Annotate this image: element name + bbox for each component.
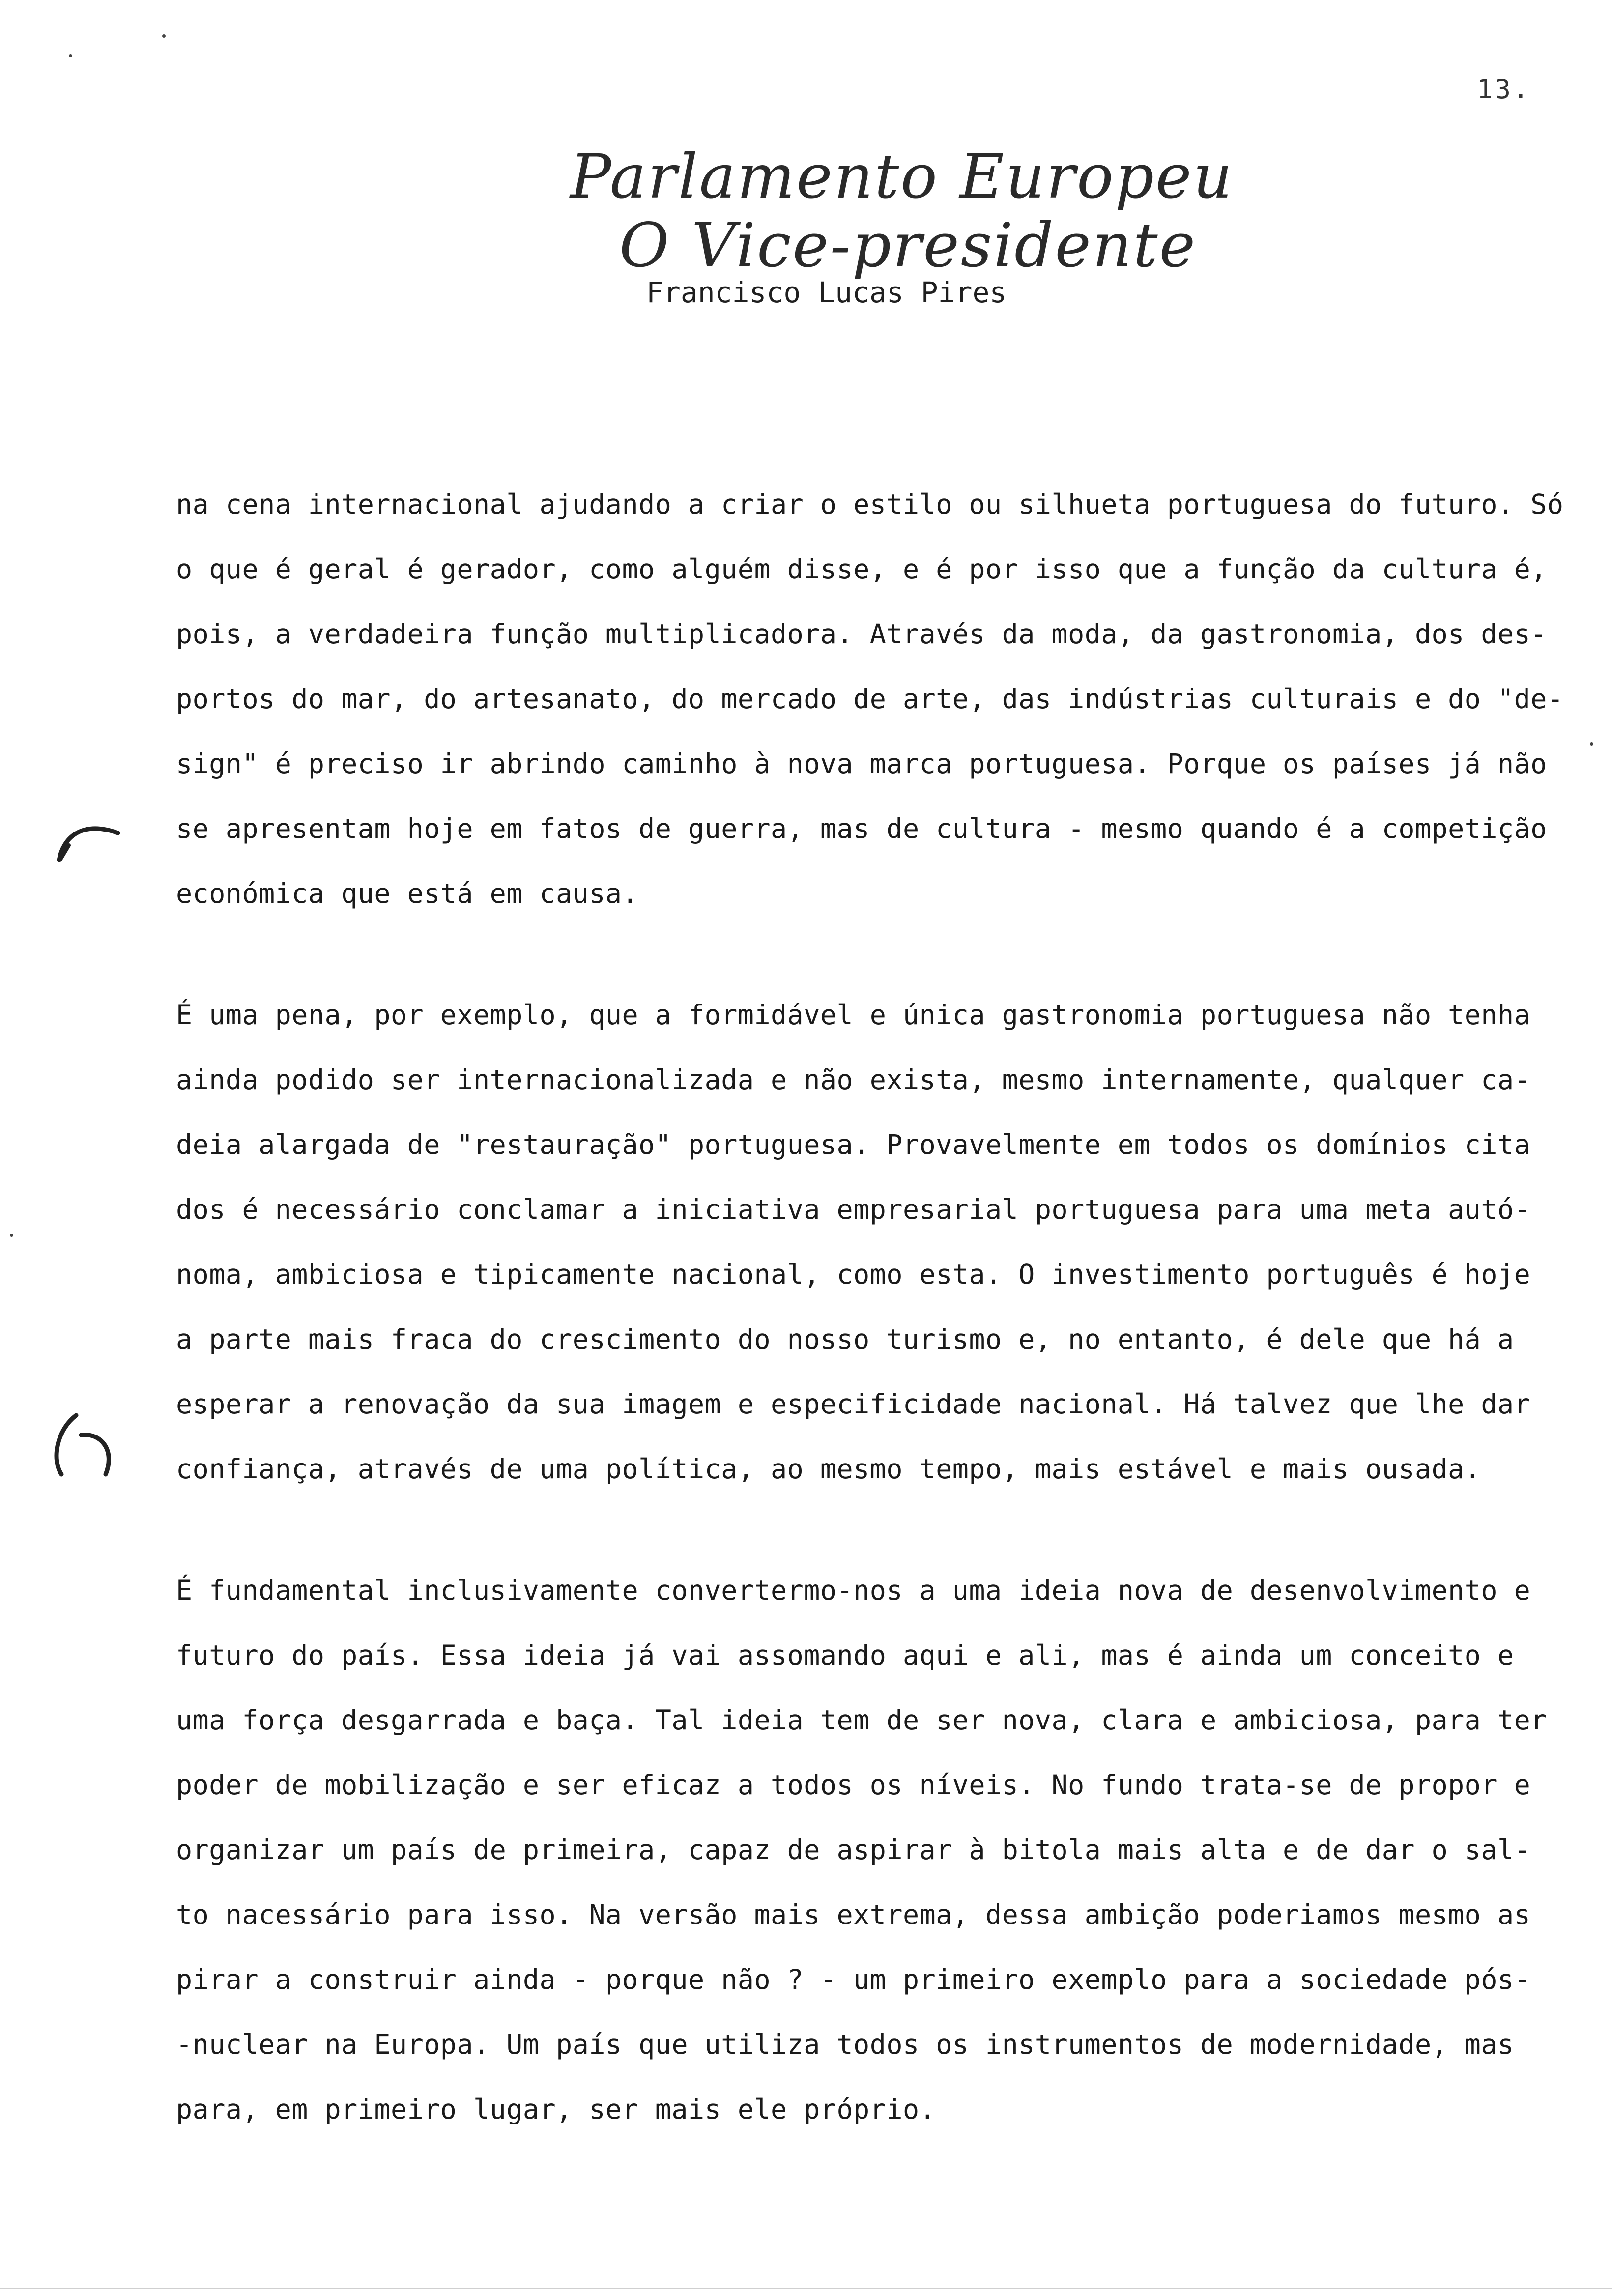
text-line: para, em primeiro lugar, ser mais ele próprio.	[176, 2094, 936, 2125]
letterhead-title: O Vice-presidente	[619, 210, 1197, 281]
paragraph-2	[176, 982, 1562, 1501]
text-line: pois, a verdadeira função multiplicadora. Através da moda, da gastronomia, dos des-	[176, 618, 1547, 650]
scan-edge-line	[0, 2288, 1612, 2289]
text-line: confiança, através de uma política, ao mesmo tempo, mais estável e mais ousada.	[176, 1453, 1481, 1485]
text-line: organizar um país de primeira, capaz de aspirar à bitola mais alta e de dar o sal-	[176, 1834, 1531, 1866]
scan-speck	[1590, 742, 1593, 746]
paragraph-1	[176, 472, 1562, 926]
text-line: o que é geral é gerador, como alguém disse, e é por isso que a função da cultura é,	[176, 553, 1547, 585]
text-line: dos é necessário conclamar a iniciativa empresarial portuguesa para uma meta autó-	[176, 1194, 1531, 1225]
text-line: esperar a renovação da sua imagem e especificidade nacional. Há talvez que lhe dar	[176, 1388, 1531, 1420]
text-line: ainda podido ser internacionalizada e não exista, mesmo internamente, qualquer ca-	[176, 1064, 1531, 1095]
text-line: se apresentam hoje em fatos de guerra, mas de cultura - mesmo quando é a competição	[176, 813, 1547, 844]
letterhead-name: Francisco Lucas Pires	[646, 276, 1007, 309]
paragraph-3	[176, 1558, 1562, 2142]
letterhead	[541, 142, 1234, 310]
text-line: deia alargada de "restauração" portuguesa. Provavelmente em todos os domínios cita	[176, 1129, 1531, 1160]
text-line: na cena internacional ajudando a criar o estilo ou silhueta portuguesa do futuro. Só	[176, 488, 1564, 520]
handwritten-mark-icon	[47, 1406, 125, 1489]
text-line: futuro do país. Essa ideia já vai assomando aqui e ali, mas é ainda um conceito e	[176, 1639, 1514, 1671]
page-number: 13.	[1477, 74, 1531, 105]
scan-speck	[162, 34, 166, 38]
letterhead-institution: Parlamento Europeu	[570, 142, 1234, 212]
text-line: económica que está em causa.	[176, 878, 639, 909]
text-line: pirar a construir ainda - porque não ? - um primeiro exemplo para a sociedade pós-	[176, 1964, 1531, 1995]
text-line: poder de mobilização e ser eficaz a todos os níveis. No fundo trata-se de propor e	[176, 1769, 1531, 1801]
text-line: a parte mais fraca do crescimento do nosso turismo e, no entanto, é dele que há a	[176, 1323, 1514, 1355]
scan-speck	[10, 1234, 13, 1237]
text-line: É fundamental inclusivamente convertermo-nos a uma ideia nova de desenvolvimento e	[176, 1575, 1531, 1606]
text-line: uma força desgarrada e baça. Tal ideia tem de ser nova, clara e ambiciosa, para ter	[176, 1704, 1547, 1736]
text-line: sign" é preciso ir abrindo caminho à nova marca portuguesa. Porque os países já não	[176, 748, 1547, 779]
text-line: -nuclear na Europa. Um país que utiliza todos os instrumentos de modernidade, mas	[176, 2029, 1514, 2060]
text-line: É uma pena, por exemplo, que a formidável e única gastronomia portuguesa não tenha	[176, 999, 1531, 1031]
text-line: portos do mar, do artesanato, do mercado de arte, das indústrias culturais e do "de-	[176, 683, 1564, 715]
scan-speck	[69, 54, 72, 57]
text-line: to nacessário para isso. Na versão mais extrema, dessa ambição poderiamos mesmo as	[176, 1899, 1531, 1930]
text-line: noma, ambiciosa e tipicamente nacional, como esta. O investimento português é hoje	[176, 1259, 1531, 1290]
document-body	[176, 472, 1562, 2198]
handwritten-mark-icon	[49, 806, 128, 880]
